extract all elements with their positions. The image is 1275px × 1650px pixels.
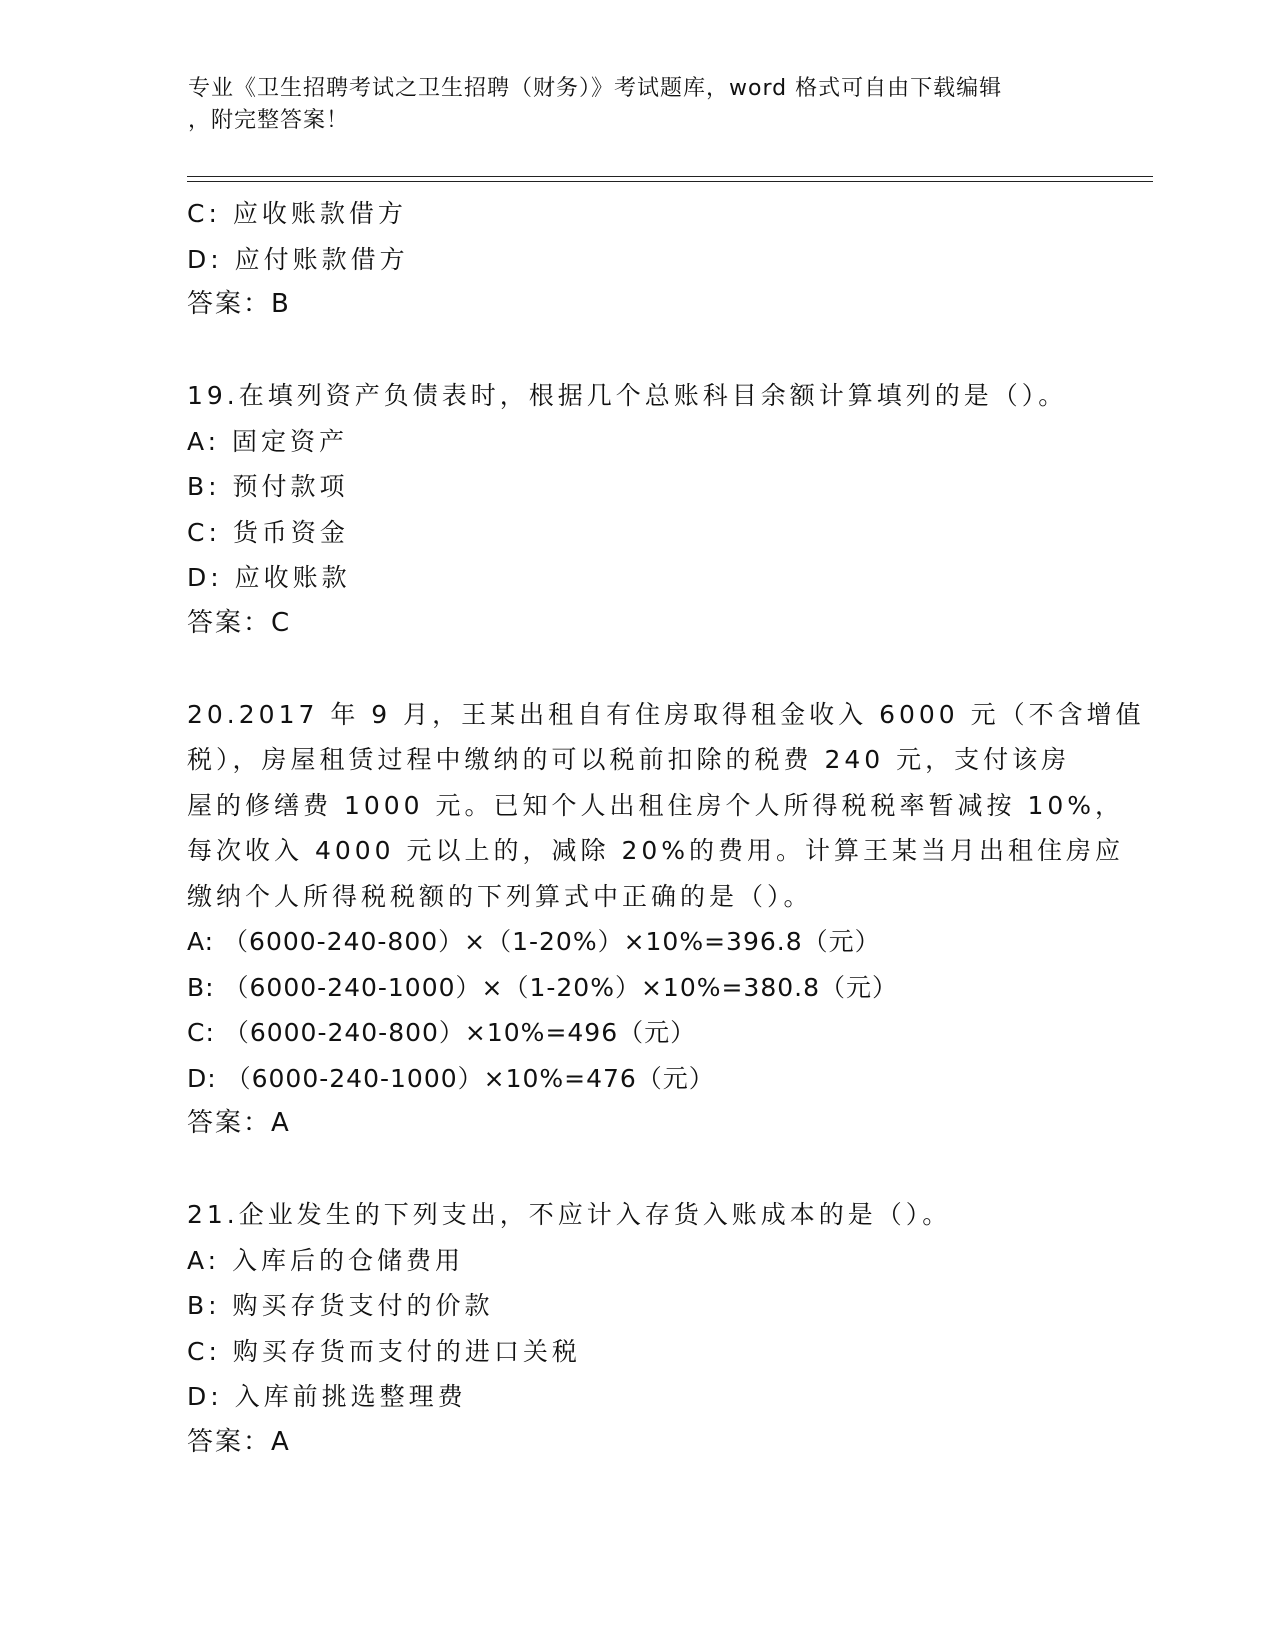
- option-d: D: 应付账款借方: [187, 244, 409, 274]
- question-21: [187, 1192, 1087, 1465]
- document-header: [188, 73, 1078, 137]
- answer: 答案：A: [187, 1108, 291, 1138]
- option-a: A: （6000-240-800）×（1-20%）×10%=396.8（元）: [187, 927, 881, 956]
- question-stem: 21.企业发生的下列支出，不应计入存货入账成本的是（）。: [187, 1200, 952, 1229]
- spacer: [187, 646, 1087, 692]
- option-d: D: 应收账款: [187, 563, 351, 592]
- option-d: D: 入库前挑选整理费: [187, 1382, 467, 1411]
- question-stem-line: 20.2017 年 9 月，王某出租自有住房取得租金收入 6000 元（不含增值: [187, 699, 1145, 729]
- option-c: C: 购买存货而支付的进口关税: [187, 1336, 581, 1366]
- header-divider-bottom: [187, 181, 1153, 182]
- option-a: A: 入库后的仓储费用: [187, 1245, 465, 1275]
- question-stem-line: 屋的修缮费 1000 元。已知个人出租住房个人所得税税率暂减按 10%，: [187, 790, 1125, 820]
- question-stem-line: 税），房屋租赁过程中缴纳的可以税前扣除的税费 240 元，支付该房: [187, 745, 1071, 774]
- header-title-line-2: ，附完整答案！: [188, 108, 350, 133]
- option-b: B: 购买存货支付的价款: [187, 1291, 494, 1320]
- option-c: C: 货币资金: [187, 517, 349, 547]
- option-b: B: （6000-240-1000）×（1-20%）×10%=380.8（元）: [187, 972, 898, 1002]
- spacer: [187, 1147, 1087, 1193]
- option-a: A: 固定资产: [187, 426, 349, 456]
- option-c: C: 应收账款借方: [187, 199, 407, 228]
- answer: 答案：B: [187, 289, 291, 319]
- question-stem-line: 每次收入 4000 元以上的，减除 20%的费用。计算王某当月出租住房应: [187, 836, 1125, 865]
- question-20: [187, 692, 1145, 1147]
- option-c: C: （6000-240-800）×10%=496（元）: [187, 1018, 697, 1047]
- question-stem: [187, 692, 1145, 920]
- answer: 答案：A: [187, 1426, 291, 1457]
- question-19: [187, 373, 1087, 646]
- question-18-tail: [187, 191, 1087, 328]
- question-stem-line: 缴纳个人所得税税额的下列算式中正确的是（）。: [187, 881, 813, 911]
- question-stem: 19.在填列资产负债表时，根据几个总账科目余额计算填列的是（）。: [187, 381, 1068, 410]
- spacer: [187, 328, 1087, 374]
- header-title-line-1: 专业《卫生招聘考试之卫生招聘（财务）》考试题库，word 格式可自由下载编辑: [188, 76, 1003, 101]
- question-list: [187, 191, 1145, 1465]
- answer: 答案：C: [187, 607, 292, 638]
- option-d: D: （6000-240-1000）×10%=476（元）: [187, 1063, 715, 1093]
- option-b: B: 预付款项: [187, 472, 349, 501]
- header-divider-top: [187, 176, 1153, 177]
